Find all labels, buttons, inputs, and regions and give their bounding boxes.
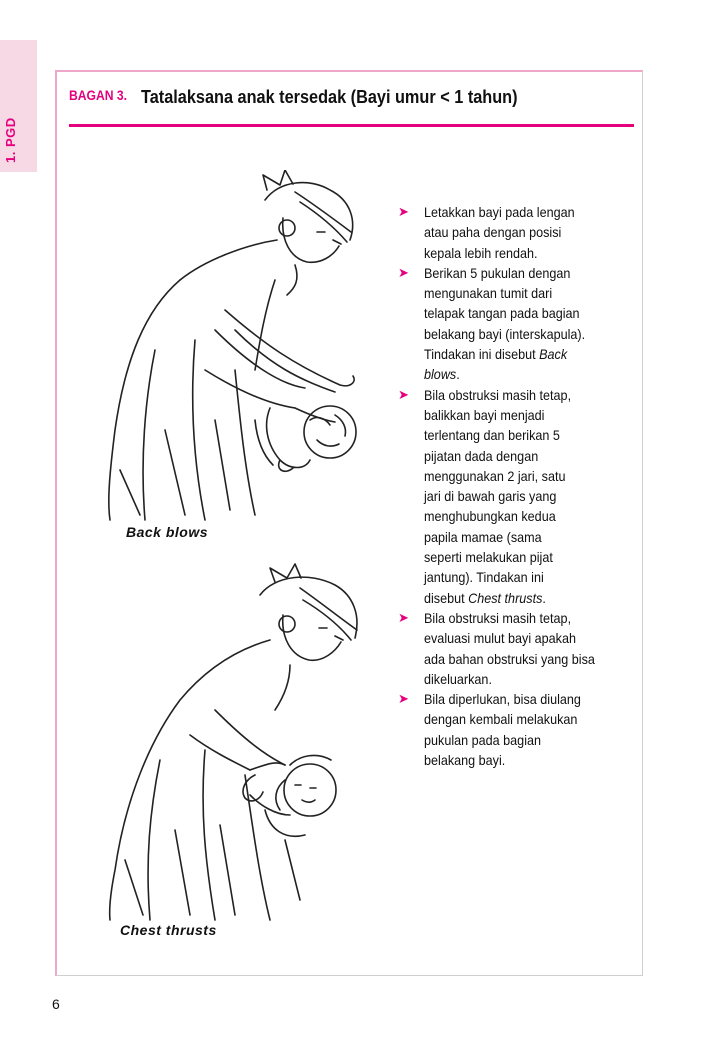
step-emphasis: Chest thrusts [468,589,543,606]
arrow-bullet-icon: ➤ [398,264,409,280]
page-title: Tatalaksana anak tersedak (Bayi umur < 1 tahun) [141,86,518,107]
step-text-end: . [456,366,460,383]
step-text-main: Berikan 5 pukulan dengan mengunakan tumit dari telapak tangan pada bagian belakang bayi (interskapula). Tindakan ini disebut [424,264,586,363]
instruction-list [397,202,637,770]
step-item [397,689,637,770]
back-blows-illustration [95,170,395,525]
title-rule [69,124,634,127]
step-text [424,263,631,385]
step-item [397,608,637,689]
step-item [397,263,637,385]
side-tab-label: 1. PGD [3,117,18,163]
step-text [424,385,631,608]
chest-thrusts-caption: Chest thrusts [120,922,217,938]
back-blows-caption: Back blows [126,524,209,540]
arrow-bullet-icon: ➤ [398,609,409,625]
step-text-main: Bila obstruksi masih tetap, balikkan bayi menjadi terlentang dan berikan 5 pijatan dada dengan menggunakan 2 jari, satu jari di bawah garis yang menghubungkan kedua papila mamae (sama seperti melakukan pijat jantung). Tindakan ini disebut [424,386,572,606]
step-text-end: . [542,589,546,606]
arrow-bullet-icon: ➤ [398,204,409,219]
arrow-bullet-icon: ➤ [398,386,409,402]
chart-number: BAGAN 3. [69,88,128,103]
step-emphasis: Back blows [424,346,568,383]
arrow-bullet-icon: ➤ [398,691,409,707]
page-number: 6 [52,996,60,1012]
step-item [397,202,637,263]
step-text: Bila diperlukan, bisa diulang dengan kembali melakukan pukulan pada bagian belakang bayi. [424,691,581,769]
step-text: Bila obstruksi masih tetap, evaluasi mulut bayi apakah ada bahan obstruksi yang bisa dikeluarkan. [424,609,595,687]
step-text: Letakkan bayi pada lengan atau paha dengan posisi kepala lebih rendah. [424,204,575,261]
step-item [397,385,637,608]
chest-thrusts-illustration [95,560,395,925]
side-tab [0,40,37,172]
